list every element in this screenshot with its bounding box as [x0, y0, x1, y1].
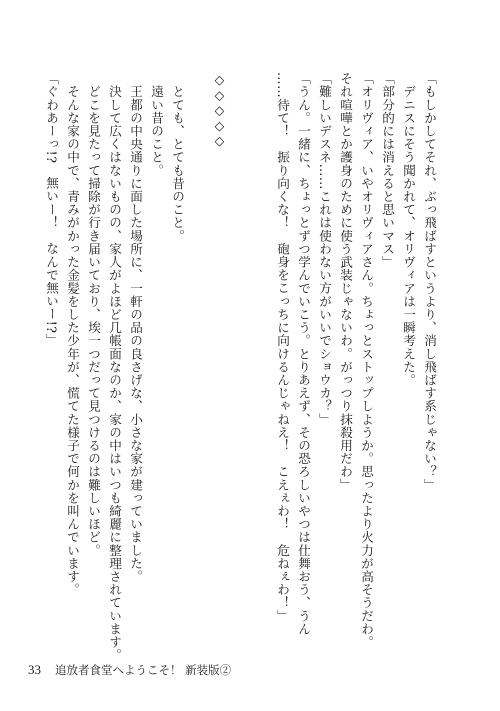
text-line: 「うん。一緒に、ちょっとずつ学んでいこう。とりあえず、その恐ろしいやつは仕舞おう、うん [296, 72, 311, 636]
blank-line [188, 72, 209, 642]
text-line: 決して広くはないものの、家人がよほど几帳面なのか、家の中はいつも綺麗に整理されています。 [107, 72, 122, 662]
text-line: とても、とても昔のこと。 [170, 72, 185, 243]
blank-line [251, 72, 272, 642]
text-line: 「オリヴィア、いやオリヴィアさん。ちょっとストップしようか。思ったより火力が高そうだわ。 [359, 72, 374, 649]
text-line: それ喧嘩とか護身のために使う武装じゃないわ。がっつり抹殺用だわ」 [338, 72, 353, 492]
vertical-text-body [44, 72, 440, 662]
text-line: 「難しいデスネ……これは使わない方がいいでショウカ？」 [317, 72, 332, 426]
text-line: 「部分的には消えると思いマス」 [380, 72, 395, 269]
text-line: 王都の中央通りに面した場所に、一軒の品の良さげな、小さな家が建っていました。 [128, 72, 143, 584]
text-line: デニスにそう聞かれて、オリヴィアは一瞬考えた。 [401, 72, 416, 387]
text-line: ……待て！ 振り向くな！ 砲身をこっちに向けるんじゃねえ！ こえぇわ！ 危ねぇわ！」 [275, 72, 290, 623]
blank-line [230, 72, 251, 642]
book-title: 追放者食堂へようこそ！ 新装版② [55, 663, 232, 677]
text-line: 遠い昔のこと。 [149, 72, 164, 177]
text-line: そんな家の中で、青みがかった金髪をした少年が、慌てた様子で何かを叫んでいます。 [65, 72, 80, 597]
text-line: 「ぐわあーっ!? 無いー！ なんで無いー!?」 [44, 72, 59, 347]
scene-separator: ◇◇◇◇◇ [212, 72, 227, 149]
page-footer [28, 662, 231, 678]
text-line: 「もしかしてそれ、ぶっ飛ばすというより、消し飛ばす系じゃない？」 [422, 72, 437, 492]
text-line: どこを見たって掃除が行き届いており、埃一つだって見つけるのは難しいほど。 [86, 72, 101, 557]
page-number: 33 [28, 662, 41, 677]
